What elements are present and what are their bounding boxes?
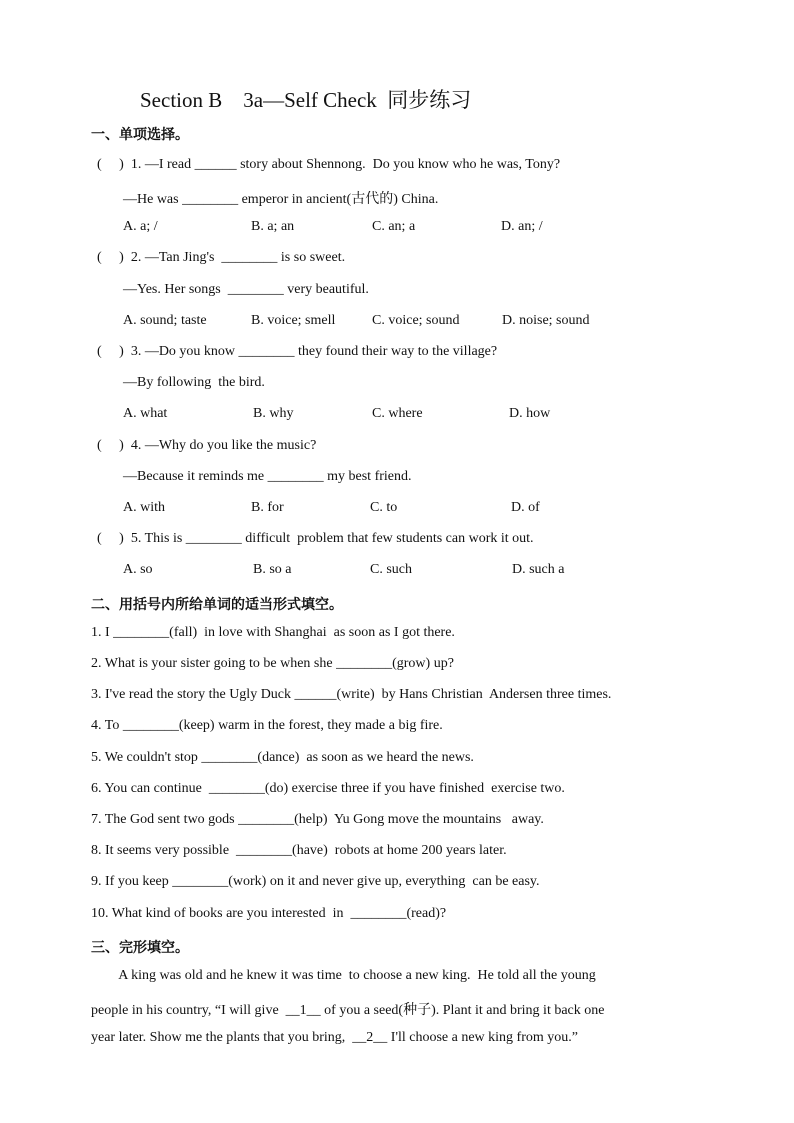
question-2-option-c: C. voice; sound xyxy=(372,313,460,328)
fill-in-item-9: 9. If you keep ________(work) on it and never give up, everything can be easy. xyxy=(91,874,540,889)
fill-in-item-8: 8. It seems very possible ________(have) robots at home 200 years later. xyxy=(91,843,507,858)
section-heading-cloze: 三、完形填空。 xyxy=(91,940,189,956)
section-heading-fill-in: 二、用括号内所给单词的适当形式填空。 xyxy=(91,597,343,613)
question-4-stem: ( ) 4. —Why do you like the music? xyxy=(97,438,317,453)
question-3-option-c: C. where xyxy=(372,406,423,421)
question-3-option-b: B. why xyxy=(253,406,294,421)
cloze-passage-line-2: people in his country, “I will give __1__ of you a seed(种子). Plant it and bring it back one xyxy=(91,1003,605,1018)
question-2-line2: —Yes. Her songs ________ very beautiful. xyxy=(123,282,369,297)
question-1-option-c: C. an; a xyxy=(372,219,416,234)
question-4-option-b: B. for xyxy=(251,500,284,515)
fill-in-item-3: 3. I've read the story the Ugly Duck ______(write) by Hans Christian Andersen three times. xyxy=(91,687,612,702)
question-1-option-b: B. a; an xyxy=(251,219,295,234)
question-4-option-d: D. of xyxy=(511,500,540,515)
question-3-stem: ( ) 3. —Do you know ________ they found their way to the village? xyxy=(97,344,498,359)
cloze-passage-line-3: year later. Show me the plants that you bring, __2__ I'll choose a new king from you.” xyxy=(91,1030,578,1045)
question-5-option-b: B. so a xyxy=(253,562,292,577)
question-3-option-a: A. what xyxy=(123,406,168,421)
page-title: Section B 3a—Self Check 同步练习 xyxy=(140,88,472,112)
question-5-option-d: D. such a xyxy=(512,562,565,577)
section-heading-single-choice: 一、单项选择。 xyxy=(91,127,189,143)
fill-in-item-10: 10. What kind of books are you interested in ________(read)? xyxy=(91,906,447,921)
question-2-option-b: B. voice; smell xyxy=(251,313,336,328)
fill-in-item-7: 7. The God sent two gods ________(help) Yu Gong move the mountains away. xyxy=(91,812,544,827)
question-4-line2: —Because it reminds me ________ my best friend. xyxy=(123,469,412,484)
question-1-option-a: A. a; / xyxy=(123,219,158,234)
question-2-option-a: A. sound; taste xyxy=(123,313,207,328)
fill-in-item-1: 1. I ________(fall) in love with Shanghai as soon as I got there. xyxy=(91,625,455,640)
question-5-stem: ( ) 5. This is ________ difficult problem that few students can work it out. xyxy=(97,531,534,546)
question-1-option-d: D. an; / xyxy=(501,219,543,234)
question-5-option-a: A. so xyxy=(123,562,153,577)
question-3-option-d: D. how xyxy=(509,406,551,421)
question-3-line2: —By following the bird. xyxy=(123,375,265,390)
cloze-passage-line-1: A king was old and he knew it was time to choose a new king. He told all the young xyxy=(91,968,596,983)
fill-in-item-4: 4. To ________(keep) warm in the forest, they made a big fire. xyxy=(91,718,443,733)
question-5-option-c: C. such xyxy=(370,562,412,577)
fill-in-item-6: 6. You can continue ________(do) exercise three if you have finished exercise two. xyxy=(91,781,565,796)
fill-in-item-5: 5. We couldn't stop ________(dance) as soon as we heard the news. xyxy=(91,750,474,765)
question-4-option-c: C. to xyxy=(370,500,398,515)
question-4-option-a: A. with xyxy=(123,500,165,515)
question-1-stem: ( ) 1. —I read ______ story about Shennong. Do you know who he was, Tony? xyxy=(97,157,561,172)
question-1-line2: —He was ________ emperor in ancient(古代的) China. xyxy=(123,192,439,207)
question-2-option-d: D. noise; sound xyxy=(502,313,590,328)
fill-in-item-2: 2. What is your sister going to be when she ________(grow) up? xyxy=(91,656,454,671)
question-2-stem: ( ) 2. —Tan Jing's ________ is so sweet. xyxy=(97,250,346,265)
